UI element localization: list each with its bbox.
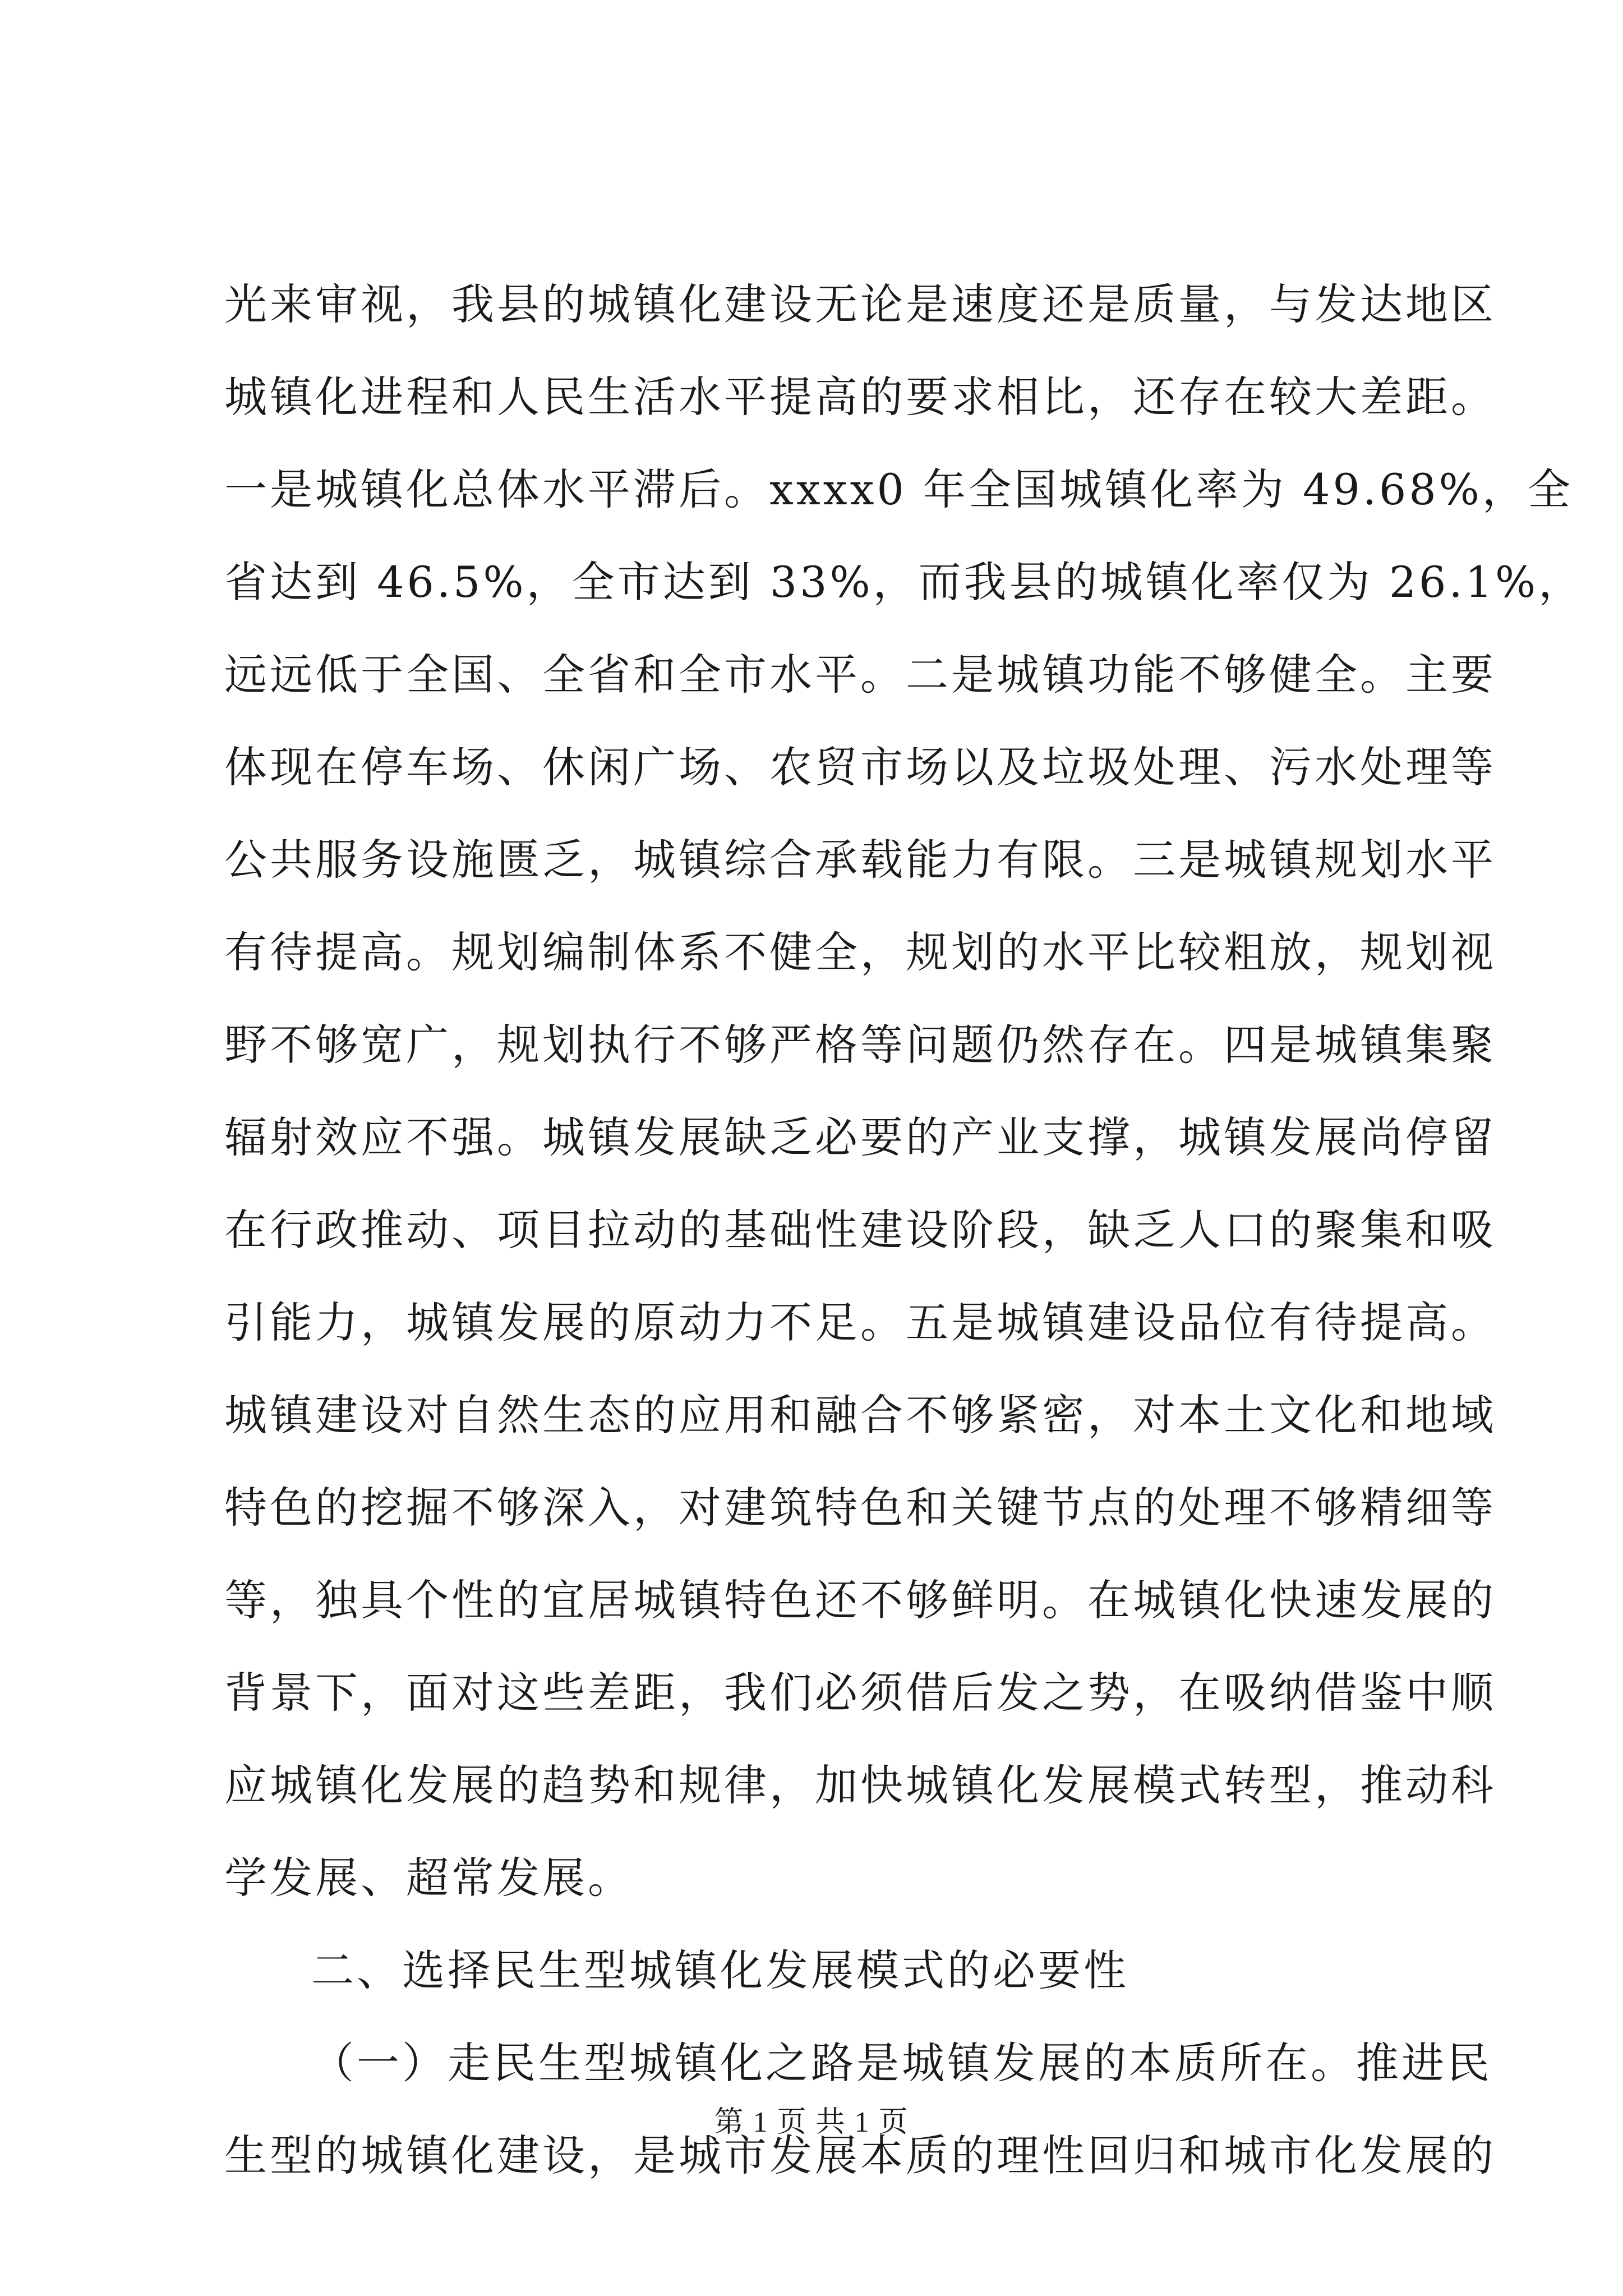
- text-line: 背景下，面对这些差距，我们必须借后发之势，在吸纳借鉴中顺: [224, 1668, 1496, 1718]
- document-body: [224, 258, 1584, 2202]
- text-line: （一）走民生型城镇化之路是城镇发展的本质所在。推进民: [311, 2038, 1492, 2088]
- text-line: 光来审视，我县的城镇化建设无论是速度还是质量，与发达地区: [224, 279, 1496, 329]
- text-line: 应城镇化发展的趋势和规律，加快城镇化发展模式转型，推动科: [224, 1760, 1496, 1810]
- text-line: 省达到 46.5%，全市达到 33%，而我县的城镇化率仅为 26.1%，: [224, 557, 1584, 607]
- text-line: 在行政推动、项目拉动的基础性建设阶段，缺乏人口的聚集和吸: [224, 1205, 1496, 1255]
- text-line: 生型的城镇化建设，是城市发展本质的理性回归和城市化发展的: [224, 2131, 1496, 2180]
- text-line: 远远低于全国、全省和全市水平。二是城镇功能不够健全。主要: [224, 650, 1496, 700]
- text-line: 等，独具个性的宜居城镇特色还不够鲜明。在城镇化快速发展的: [224, 1575, 1496, 1625]
- text-line: 学发展、超常发展。: [224, 1853, 633, 1903]
- text-line: 辐射效应不强。城镇发展缺乏必要的产业支撑，城镇发展尚停留: [224, 1112, 1496, 1162]
- text-line: 公共服务设施匮乏，城镇综合承载能力有限。三是城镇规划水平: [224, 835, 1496, 885]
- text-line: 引能力，城镇发展的原动力不足。五是城镇建设品位有待提高。: [224, 1297, 1496, 1347]
- text-line: 有待提高。规划编制体系不健全，规划的水平比较粗放，规划视: [224, 927, 1496, 977]
- text-line: 城镇化进程和人民生活水平提高的要求相比，还存在较大差距。: [224, 372, 1496, 422]
- text-line: 野不够宽广，规划执行不够严格等问题仍然存在。四是城镇集聚: [224, 1020, 1496, 1070]
- page-footer: 第 1 页 共 1 页: [714, 2106, 909, 2138]
- text-line: 特色的挖掘不够深入，对建筑特色和关键节点的处理不够精细等: [224, 1483, 1496, 1533]
- text-line: 城镇建设对自然生态的应用和融合不够紧密，对本土文化和地域: [224, 1390, 1496, 1440]
- text-line: 体现在停车场、休闲广场、农贸市场以及垃圾处理、污水处理等: [224, 742, 1496, 792]
- section-heading: 二、选择民生型城镇化发展模式的必要性: [311, 1945, 1129, 1995]
- text-line: 一是城镇化总体水平滞后。xxxx0 年全国城镇化率为 49.68%，全: [224, 464, 1573, 514]
